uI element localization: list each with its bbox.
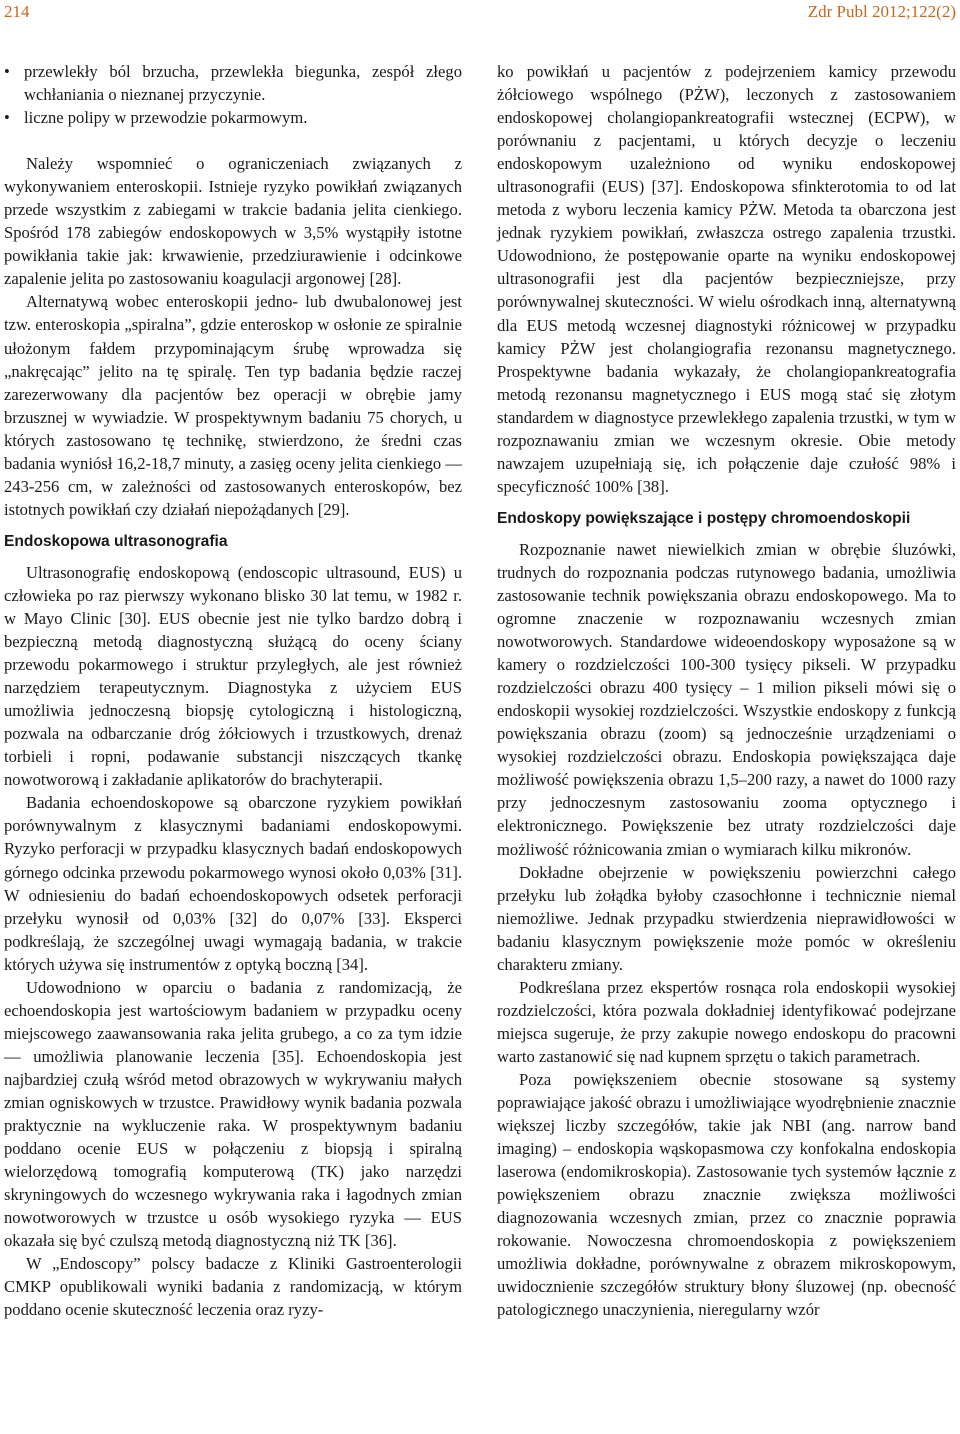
page-number: 214 (4, 2, 30, 21)
left-column (4, 60, 462, 1321)
paragraph: ko powikłań u pacjentów z podejrzeniem kamicy przewodu żółciowego wspólnego (PŻW), leczonych z zastosowaniem endoskopowej cholangiopankreatografii wstecznej (ECPW), w porównaniu z pacjentami, u których decyzje o leczeniu endoskopowym uzależniono od wyniku endoskopowej ultrasonografii (EUS) [37]. Endoskopowa sfinkterotomia to od lat metoda z wyboru leczenia kamicy PŻW. Metoda ta obarczona jest jednak ryzykiem powikłań, zwłaszcza ostrego zapalenia trzustki. Udowodniono, że postępowanie oparte na wyniku endoskopowej ultrasonografii jest dla pacjentów bezpieczniejsze, przy porównywalnej skuteczności. W wielu ośrodkach inną, alternatywną dla EUS metodą wczesnej diagnostyki różnicowej w przypadku kamicy PŻW jest cholangiografia rezonansu magnetycznego. Prospektywne badania wykazały, że cholangiopankreatografia metodą rezonansu magnetycznego i EUS mogą stać się złotym standardem w diagnostyce przewlekłego zapalenia trzustki, w tym w rozpoznawaniu zmian we wczesnym okresie. Obie metody nawzajem uzupełniają się, ich połączenie daje czułość 98% i specyficzność 100% [38]. (497, 62, 956, 496)
paragraph: Ultrasonografię endoskopową (endoscopic ultrasound, EUS) u człowieka po raz pierwszy wykonano blisko 30 lat temu, w 1982 r. w Mayo Clinic [30]. EUS obecnie jest nie tylko bardzo dobrą i bezpieczną metodą diagnostyczną służącą do oceny ściany przewodu pokarmowego i struktur przyległych, ale jest również narzędziem terapeutycznym. Diagnostyka z użyciem EUS umożliwia jednoczesną biopsję cytologiczną i histologiczną, pozwala na odbarczanie dróg żółciowych i trzustkowych, drenaż torbieli i ropni, podawanie substancji niszczących tkankę nowotworową i zakładanie aplikatorów do brachyterapii. (4, 562, 462, 790)
paragraph: Udowodniono w oparciu o badania z randomizacją, że echoendoskopia jest wartościowym badaniem w przypadku oceny miejscowego zaawansowania raka jelita grubego, a co za tym idzie — umożliwia planowanie leczenia [35]. Echoendoskopia jest najbardziej czułą wśród metod obrazowych w wykrywaniu małych zmian ogniskowych w trzustce. Prawidłowy wynik badania pozwala praktycznie na wykluczenie raka. W prospektywnym badaniu poddano ocenie EUS w połączeniu z biopsją i spiralną wielorzędową tomografią komputerową (TK) jako narzędzi skryningowych do wczesnego wykrywania raka i łagodnych zmian nowotworowych w trzustce u osób wysokiego ryzyka — EUS okazała się być czulszą metodą diagnostyczną niż TK [36]. (4, 977, 462, 1251)
paragraph: Podkreślana przez ekspertów rosnąca rola endoskopii wysokiej rozdzielczości, która pozwala dokładniej identyfikować podejrzane miejsca sugeruje, że przy zakupie nowego endoskopu do pracowni warto zastanowić się nad kupnem sprzętu o takich parametrach. (497, 977, 956, 1066)
section-heading: Endoskopy powiększające i postępy chromoendoskopii (497, 509, 911, 527)
bullet-item: • przewlekły ból brzucha, przewlekła biegunka, zespół złego wchłaniania o nieznanej przyczynie. (4, 60, 462, 106)
paragraph: W „Endoscopy” polscy badacze z Kliniki Gastroenterologii CMKP opublikowali wyniki badania z randomizacją, w którym poddano ocenie skuteczność leczenia oraz ryzy- (4, 1254, 462, 1320)
paragraph: Alternatywą wobec enteroskopii jedno- lub dwubalonowej jest tzw. enteroskopia „spiralna”, gdzie enteroskop w osłonie ze spiralnie ułożonym fałdem przypominającym śrubę wprowadza się „nakręcając” jelito na tę spiralę. Ten typ badania będzie raczej zarezerwowany dla pacjentów bez operacji w obrębie jamy brzusznej w wywiadzie. W prospektywnym badaniu 75 chorych, u których zastosowano tę technikę, stwierdzono, że średni czas badania wyniósł 16,2-18,7 minuty, a zasięg oceny jelita cienkiego — 243-256 cm, w zależności od zastosowanych enteroskopów, bez istotnych powikłań czy działań niepożądanych [29]. (4, 292, 462, 519)
journal-citation: Zdr Publ 2012;122(2) (807, 2, 956, 21)
bullet-list (4, 60, 462, 129)
paragraph: Badania echoendoskopowe są obarczone ryzykiem powikłań porównywalnym z klasycznymi badaniami endoskopowymi. Ryzyko perforacji w przypadku klasycznych badań endoskopowych górnego odcinka przewodu pokarmowego wynosi około 0,03% [31]. W odniesieniu do badań echoendoskopowych odsetek perforacji przełyku wynosił od 0,03% [32] do 0,07% [33]. Eksperci podkreślają, że szczególnej uwagi wymagają badania, w trakcie których używa się instrumentów z optyką boczną [34]. (4, 793, 462, 974)
paragraph: Dokładne obejrzenie w powiększeniu powierzchni całego przełyku lub żołądka byłoby czasochłonne i technicznie niemal niemożliwe. Jednak przypadku stwierdzenia nieprawidłowości w badaniu klasycznym powiększenie może pomóc w określeniu charakteru zmiany. (497, 862, 956, 974)
paragraph: Rozpoznanie nawet niewielkich zmian w obrębie śluzówki, trudnych do rozpoznania podczas rutynowego badania, umożliwia zastosowanie technik powiększania obrazu endoskopowego. Ma to ogromne znaczenie w rozpoznawaniu wczesnych zmian nowotworowych. Standardowe wideoendoskopy wyposażone są w kamery o rozdzielczości 100-300 tysięcy pikseli. W przypadku rozdzielczości obrazu 400 tysięcy – 1 milion pikseli mówi się o endoskopii wysokiej rozdzielczości. Wszystkie endoskopy z funkcją powiększania obrazu (zoom) są jednocześnie urządzeniami o wysokiej rozdzielczości obrazu. Endoskopia powiększająca daje możliwość powiększenia obrazu 1,5–200 razy, a nawet do 1000 razy przy jednoczesnym zastosowaniu zooma optycznego i elektronicznego. Powiększenie bez utraty rozdzielczości daje możliwość różnicowania zmian o wymiarach kilku mikronów. (497, 539, 956, 859)
bullet-item: • liczne polipy w przewodzie pokarmowym. (4, 106, 462, 129)
right-column (497, 60, 956, 1321)
paragraph: Należy wspomnieć o ograniczeniach związanych z wykonywaniem enteroskopii. Istnieje ryzyko powikłań związanych przede wszystkim z zabiegami w trakcie badania jelita cienkiego. Spośród 178 zabiegów endoskopowych w 3,5% wystąpiły istotne powikłania takie jak: krwawienie, przedziurawienie i odcinkowe zapalenie jelita po zastosowaniu koagulacji argonowej [28]. (4, 154, 462, 289)
paragraph: Poza powiększeniem obecnie stosowane są systemy poprawiające jakość obrazu i umożliwiające wyodrębnienie znacznie większej liczby szczegółów, takie jak NBI (ang. narrow band imaging) – endoskopia wąskopasmowa czy konfokalna endoskopia laserowa (endomikroskopia). Zastosowanie tych systemów łącznie z powiększeniem obrazu znacznie zwiększa możliwości diagnozowania wczesnych zmian, przez co znacznie poprawia rokowanie. Nowoczesna chromoendoskopia z powiększeniem umożliwia dokładne, porównywalne z obrazem mikroskopowym, uwidocznienie szczegółów struktury błony śluzowej (np. obecność patologicznego unaczynienia, nieregularny wzór (497, 1069, 956, 1320)
section-heading: Endoskopowa ultrasonografia (4, 532, 228, 550)
